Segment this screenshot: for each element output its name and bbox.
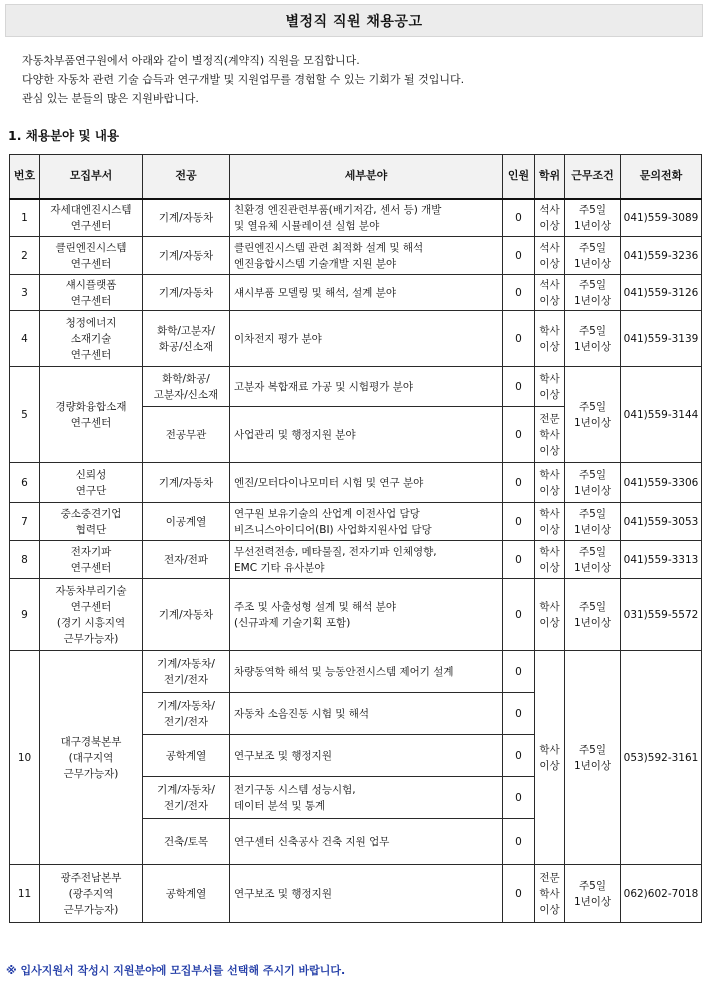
intro-text xyxy=(22,51,464,108)
work-condition-cell-line: 주5일 xyxy=(579,324,606,337)
column-header: 전공 xyxy=(143,155,230,199)
degree-cell-line: 학사 xyxy=(539,600,560,613)
degree-cell-line: 이상 xyxy=(539,257,560,270)
column-header: 모집부서 xyxy=(40,155,143,199)
major-cell-line: 화학/화공/ xyxy=(162,372,210,385)
major-cell-line: 공학계열 xyxy=(165,887,207,900)
detail-field-cell-line: 데이터 분석 및 통계 xyxy=(234,799,326,812)
major-cell-line: 기계/자동차/ xyxy=(157,783,215,796)
contact-phone-cell: 053)592-3161 xyxy=(621,651,702,865)
contact-phone-cell: 041)559-3053 xyxy=(621,503,702,541)
major-cell-line: 기계/자동차 xyxy=(158,608,214,621)
degree-cell xyxy=(535,541,565,579)
degree-cell xyxy=(535,275,565,311)
work-condition-cell xyxy=(565,651,621,865)
department-cell xyxy=(40,275,143,311)
section-title: 1. 채용분야 및 내용 xyxy=(8,128,120,143)
detail-field-cell-line: 주조 및 사출성형 설계 및 해석 분야 xyxy=(234,600,397,613)
column-header: 근무조건 xyxy=(565,155,621,199)
work-condition-cell-line: 주5일 xyxy=(579,203,606,216)
department-cell xyxy=(40,199,143,237)
major-cell xyxy=(143,777,230,819)
major-cell-line: 기계/자동차/ xyxy=(157,657,215,670)
department-cell xyxy=(40,651,143,865)
major-cell xyxy=(143,275,230,311)
work-condition-cell-line: 주5일 xyxy=(579,600,606,613)
table-row xyxy=(10,651,702,693)
department-cell xyxy=(40,541,143,579)
major-cell-line: 기계/자동차/ xyxy=(157,699,215,712)
department-cell xyxy=(40,503,143,541)
degree-cell xyxy=(535,503,565,541)
detail-field-cell-line: 연구원 보유기술의 산업계 이전사업 담당 xyxy=(234,507,420,520)
detail-field-cell xyxy=(230,311,503,367)
department-cell-line: 근무가능자) xyxy=(63,903,119,916)
table-row xyxy=(10,503,702,541)
major-cell xyxy=(143,237,230,275)
table-row xyxy=(10,275,702,311)
table-row xyxy=(10,541,702,579)
table-row xyxy=(10,865,702,923)
degree-cell-line: 학사 xyxy=(539,372,560,385)
row-number-cell: 6 xyxy=(10,463,40,503)
major-cell xyxy=(143,541,230,579)
work-condition-cell-line: 1년이상 xyxy=(573,484,612,497)
footnote: ※ 입사지원서 작성시 지원분야에 모집부서를 선택해 주시기 바랍니다. xyxy=(6,964,346,977)
major-cell xyxy=(143,651,230,693)
detail-field-cell xyxy=(230,367,503,407)
detail-field-cell xyxy=(230,735,503,777)
row-number-cell: 3 xyxy=(10,275,40,311)
headcount-cell: 0 xyxy=(503,199,535,237)
work-condition-cell-line: 1년이상 xyxy=(573,416,612,429)
degree-cell xyxy=(535,199,565,237)
contact-phone-cell: 041)559-3126 xyxy=(621,275,702,311)
headcount-cell: 0 xyxy=(503,503,535,541)
contact-phone-cell: 041)559-3144 xyxy=(621,367,702,463)
degree-cell-line: 학사 xyxy=(539,887,560,900)
detail-field-cell xyxy=(230,777,503,819)
detail-field-cell xyxy=(230,463,503,503)
contact-phone-cell: 041)559-3236 xyxy=(621,237,702,275)
degree-cell-line: 이상 xyxy=(539,219,560,232)
department-cell-line: 자동차부리기술 xyxy=(55,584,127,597)
degree-cell-line: 이상 xyxy=(539,388,560,401)
headcount-cell: 0 xyxy=(503,865,535,923)
degree-cell xyxy=(535,237,565,275)
work-condition-cell xyxy=(565,463,621,503)
degree-cell-line: 학사 xyxy=(539,545,560,558)
work-condition-cell-line: 주5일 xyxy=(579,400,606,413)
major-cell-line: 화공/신소재 xyxy=(158,340,214,353)
degree-cell-line: 이상 xyxy=(539,444,560,457)
work-condition-cell-line: 1년이상 xyxy=(573,561,612,574)
headcount-cell: 0 xyxy=(503,819,535,865)
headcount-cell: 0 xyxy=(503,541,535,579)
headcount-cell: 0 xyxy=(503,407,535,463)
work-condition-cell xyxy=(565,865,621,923)
department-cell-line: 경량화융합소재 xyxy=(55,400,127,413)
detail-field-cell-line: 친환경 엔진관련부품(배기저감, 센서 등) 개발 xyxy=(234,203,442,216)
degree-cell-line: 전문 xyxy=(539,871,560,884)
table-row xyxy=(10,579,702,651)
major-cell xyxy=(143,865,230,923)
major-cell xyxy=(143,579,230,651)
department-cell-line: 연구센터 xyxy=(70,416,112,429)
department-cell xyxy=(40,463,143,503)
department-cell-line: 청정에너지 xyxy=(65,316,117,329)
degree-cell-line: 이상 xyxy=(539,903,560,916)
work-condition-cell-line: 1년이상 xyxy=(573,759,612,772)
work-condition-cell-line: 1년이상 xyxy=(573,523,612,536)
major-cell-line: 전기/전자 xyxy=(163,799,209,812)
major-cell-line: 기계/자동차 xyxy=(158,476,214,489)
detail-field-cell xyxy=(230,865,503,923)
detail-field-cell xyxy=(230,819,503,865)
department-cell-line: 섀시플랫폼 xyxy=(65,278,117,291)
column-header: 번호 xyxy=(10,155,40,199)
degree-cell-line: 학사 xyxy=(539,468,560,481)
degree-cell-line: 석사 xyxy=(539,203,560,216)
department-cell-line: 연구센터 xyxy=(70,219,112,232)
detail-field-cell xyxy=(230,199,503,237)
department-cell-line: 연구센터 xyxy=(70,600,112,613)
major-cell-line: 건축/토목 xyxy=(163,835,209,848)
notice-title-bar xyxy=(5,4,703,37)
table-row xyxy=(10,463,702,503)
detail-field-cell-line: 고분자 복합재료 가공 및 시험평가 분야 xyxy=(234,380,413,393)
intro-line: 자동차부품연구원에서 아래와 같이 별정직(계약직) 직원을 모집합니다. xyxy=(22,54,360,67)
major-cell-line: 전기/전자 xyxy=(163,715,209,728)
detail-field-cell-line: EMC 기타 유사분야 xyxy=(234,561,325,574)
row-number-cell: 1 xyxy=(10,199,40,237)
department-cell-line: 근무가능자) xyxy=(63,632,119,645)
work-condition-cell xyxy=(565,311,621,367)
detail-field-cell-line: 자동차 소음진동 시험 및 해석 xyxy=(234,707,370,720)
work-condition-cell xyxy=(565,275,621,311)
detail-field-cell-line: 연구보조 및 행정지원 xyxy=(234,887,332,900)
table-row xyxy=(10,199,702,237)
detail-field-cell-line: 섀시부품 모델링 및 해석, 설계 분야 xyxy=(234,286,397,299)
department-cell-line: 광주전남본부 xyxy=(60,871,122,884)
degree-cell-line: 이상 xyxy=(539,294,560,307)
work-condition-cell-line: 1년이상 xyxy=(573,257,612,270)
department-cell-line: 연구센터 xyxy=(70,561,112,574)
detail-field-cell xyxy=(230,651,503,693)
headcount-cell: 0 xyxy=(503,735,535,777)
degree-cell-line: 학사 xyxy=(539,428,560,441)
major-cell xyxy=(143,463,230,503)
department-cell xyxy=(40,865,143,923)
work-condition-cell-line: 주5일 xyxy=(579,278,606,291)
work-condition-cell-line: 주5일 xyxy=(579,241,606,254)
major-cell-line: 화학/고분자/ xyxy=(157,324,215,337)
work-condition-cell xyxy=(565,199,621,237)
detail-field-cell-line: 전기구동 시스템 성능시험, xyxy=(234,783,356,796)
table-row xyxy=(10,237,702,275)
department-cell-line: 협력단 xyxy=(75,523,107,536)
contact-phone-cell: 041)559-3313 xyxy=(621,541,702,579)
work-condition-cell xyxy=(565,541,621,579)
detail-field-cell-line: 연구센터 신축공사 건축 지원 업무 xyxy=(234,835,390,848)
major-cell xyxy=(143,693,230,735)
headcount-cell: 0 xyxy=(503,579,535,651)
headcount-cell: 0 xyxy=(503,367,535,407)
column-header: 학위 xyxy=(535,155,565,199)
degree-cell-line: 이상 xyxy=(539,616,560,629)
row-number-cell: 4 xyxy=(10,311,40,367)
department-cell-line: 신뢰성 xyxy=(75,468,107,481)
degree-cell xyxy=(535,651,565,865)
detail-field-cell-line: 엔진융합시스템 기술개발 지원 분야 xyxy=(234,257,397,270)
contact-phone-cell: 031)559-5572 xyxy=(621,579,702,651)
table-body xyxy=(10,199,702,923)
department-cell-line: (광주지역 xyxy=(68,887,114,900)
detail-field-cell-line: (신규과제 기술기획 포함) xyxy=(234,616,351,629)
department-cell-line: (대구지역 xyxy=(68,751,114,764)
work-condition-cell xyxy=(565,503,621,541)
major-cell xyxy=(143,199,230,237)
table-row xyxy=(10,367,702,407)
work-condition-cell-line: 1년이상 xyxy=(573,219,612,232)
row-number-cell: 2 xyxy=(10,237,40,275)
degree-cell xyxy=(535,463,565,503)
major-cell-line: 전공무관 xyxy=(165,428,207,441)
detail-field-cell xyxy=(230,237,503,275)
row-number-cell: 7 xyxy=(10,503,40,541)
department-cell-line: 연구센터 xyxy=(70,257,112,270)
column-header: 인원 xyxy=(503,155,535,199)
headcount-cell: 0 xyxy=(503,651,535,693)
major-cell xyxy=(143,503,230,541)
row-number-cell: 9 xyxy=(10,579,40,651)
detail-field-cell xyxy=(230,541,503,579)
major-cell-line: 기계/자동차 xyxy=(158,211,214,224)
detail-field-cell xyxy=(230,693,503,735)
major-cell-line: 고분자/신소재 xyxy=(153,388,219,401)
department-cell-line: 자세대엔진시스템 xyxy=(50,203,132,216)
detail-field-cell xyxy=(230,407,503,463)
major-cell xyxy=(143,407,230,463)
detail-field-cell-line: 무선전력전송, 메타물질, 전자기파 인체영향, xyxy=(234,545,437,558)
detail-field-cell-line: 사업관리 및 행정지원 분야 xyxy=(234,428,356,441)
headcount-cell: 0 xyxy=(503,237,535,275)
detail-field-cell xyxy=(230,503,503,541)
detail-field-cell-line: 및 열유체 시뮬레이션 실험 분야 xyxy=(234,219,380,232)
detail-field-cell-line: 이차전지 평가 분야 xyxy=(234,332,322,345)
work-condition-cell-line: 주5일 xyxy=(579,743,606,756)
work-condition-cell xyxy=(565,237,621,275)
degree-cell-line: 이상 xyxy=(539,523,560,536)
degree-cell-line: 석사 xyxy=(539,241,560,254)
department-cell-line: 대구경북본부 xyxy=(60,735,122,748)
row-number-cell: 8 xyxy=(10,541,40,579)
major-cell xyxy=(143,311,230,367)
work-condition-cell-line: 1년이상 xyxy=(573,616,612,629)
degree-cell xyxy=(535,407,565,463)
degree-cell-line: 학사 xyxy=(539,507,560,520)
work-condition-cell xyxy=(565,579,621,651)
headcount-cell: 0 xyxy=(503,311,535,367)
intro-line: 다양한 자동차 관련 기술 습득과 연구개발 및 지원업무를 경험할 수 있는 기회가 될 것입니다. xyxy=(22,73,465,86)
headcount-cell: 0 xyxy=(503,777,535,819)
degree-cell-line: 이상 xyxy=(539,561,560,574)
table-header-row xyxy=(10,155,702,199)
detail-field-cell xyxy=(230,275,503,311)
degree-cell xyxy=(535,865,565,923)
degree-cell xyxy=(535,579,565,651)
detail-field-cell-line: 차량동역학 해석 및 능동안전시스템 제어기 설계 xyxy=(234,665,454,678)
department-cell xyxy=(40,579,143,651)
department-cell xyxy=(40,311,143,367)
row-number-cell: 5 xyxy=(10,367,40,463)
detail-field-cell-line: 연구보조 및 행정지원 xyxy=(234,749,332,762)
degree-cell-line: 이상 xyxy=(539,340,560,353)
row-number-cell: 10 xyxy=(10,651,40,865)
work-condition-cell-line: 주5일 xyxy=(579,879,606,892)
intro-line: 관심 있는 분들의 많은 지원바랍니다. xyxy=(22,92,199,105)
department-cell-line: 연구센터 xyxy=(70,348,112,361)
degree-cell xyxy=(535,311,565,367)
work-condition-cell xyxy=(565,367,621,463)
major-cell-line: 기계/자동차 xyxy=(158,249,214,262)
notice-title: 별정직 직원 채용공고 xyxy=(285,13,423,30)
major-cell-line: 전기/전자 xyxy=(163,673,209,686)
headcount-cell: 0 xyxy=(503,275,535,311)
major-cell-line: 기계/자동차 xyxy=(158,286,214,299)
degree-cell-line: 이상 xyxy=(539,759,560,772)
table-row xyxy=(10,311,702,367)
degree-cell-line: 석사 xyxy=(539,278,560,291)
contact-phone-cell: 041)559-3139 xyxy=(621,311,702,367)
detail-field-cell-line: 비즈니스아이디어(BI) 사업화지원사업 담당 xyxy=(234,523,432,536)
headcount-cell: 0 xyxy=(503,463,535,503)
degree-cell-line: 학사 xyxy=(539,324,560,337)
column-header: 문의전화 xyxy=(621,155,702,199)
recruitment-table xyxy=(9,154,702,923)
work-condition-cell-line: 주5일 xyxy=(579,545,606,558)
headcount-cell: 0 xyxy=(503,693,535,735)
work-condition-cell-line: 주5일 xyxy=(579,468,606,481)
major-cell-line: 전자/전파 xyxy=(163,553,209,566)
detail-field-cell-line: 클린엔진시스템 관련 최적화 설계 및 해석 xyxy=(234,241,424,254)
department-cell-line: 연구단 xyxy=(75,484,107,497)
detail-field-cell xyxy=(230,579,503,651)
degree-cell-line: 전문 xyxy=(539,412,560,425)
department-cell-line: 클린엔진시스템 xyxy=(55,241,127,254)
work-condition-cell-line: 주5일 xyxy=(579,507,606,520)
department-cell-line: 소재기술 xyxy=(70,332,112,345)
major-cell xyxy=(143,735,230,777)
major-cell xyxy=(143,819,230,865)
department-cell xyxy=(40,367,143,463)
contact-phone-cell: 041)559-3306 xyxy=(621,463,702,503)
department-cell-line: 근무가능자) xyxy=(63,767,119,780)
department-cell-line: 전자기파 xyxy=(70,545,112,558)
degree-cell-line: 학사 xyxy=(539,743,560,756)
degree-cell xyxy=(535,367,565,407)
department-cell-line: 중소중견기업 xyxy=(60,507,122,520)
major-cell xyxy=(143,367,230,407)
contact-phone-cell: 041)559-3089 xyxy=(621,199,702,237)
detail-field-cell-line: 엔진/모터다이나모미터 시험 및 연구 분야 xyxy=(234,476,424,489)
contact-phone-cell: 062)602-7018 xyxy=(621,865,702,923)
work-condition-cell-line: 1년이상 xyxy=(573,895,612,908)
column-header: 세부분야 xyxy=(230,155,503,199)
major-cell-line: 공학계열 xyxy=(165,749,207,762)
department-cell-line: (경기 시흥지역 xyxy=(56,616,126,629)
major-cell-line: 이공계열 xyxy=(165,515,207,528)
department-cell xyxy=(40,237,143,275)
work-condition-cell-line: 1년이상 xyxy=(573,340,612,353)
work-condition-cell-line: 1년이상 xyxy=(573,294,612,307)
degree-cell-line: 이상 xyxy=(539,484,560,497)
row-number-cell: 11 xyxy=(10,865,40,923)
department-cell-line: 연구센터 xyxy=(70,294,112,307)
